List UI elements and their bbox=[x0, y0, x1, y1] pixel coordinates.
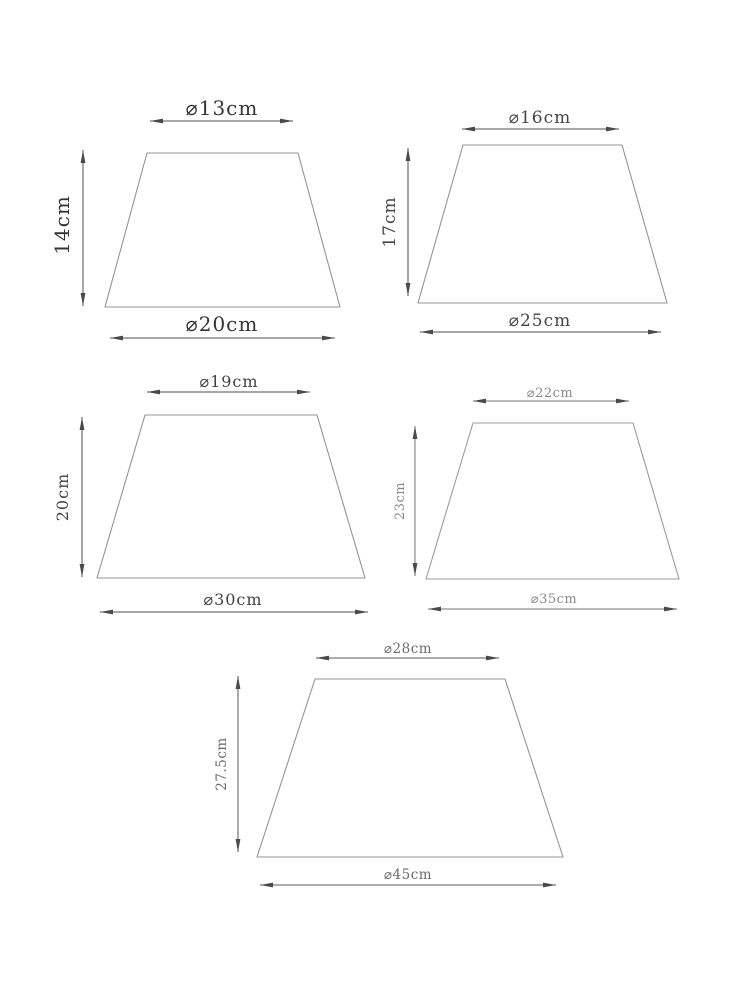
top-diameter-label: ⌀28cm bbox=[383, 641, 433, 657]
bottom-diameter-label: ⌀35cm bbox=[530, 592, 578, 607]
bottom-diameter-label: ⌀45cm bbox=[383, 867, 433, 883]
top-diameter-label: ⌀19cm bbox=[199, 372, 259, 391]
top-diameter-label: ⌀22cm bbox=[526, 386, 574, 401]
shade-diagram-2 bbox=[380, 108, 667, 332]
trapezoid-outline bbox=[257, 679, 563, 857]
height-label: 14cm bbox=[50, 195, 74, 255]
bottom-diameter-label: ⌀25cm bbox=[508, 311, 572, 331]
height-label: 27.5cm bbox=[214, 737, 230, 791]
height-label: 23cm bbox=[393, 481, 408, 521]
top-diameter-label: ⌀13cm bbox=[185, 96, 259, 120]
trapezoid-outline bbox=[105, 153, 340, 307]
shade-diagram-3 bbox=[53, 372, 368, 612]
shade-diagram-5 bbox=[214, 641, 563, 885]
shade-diagram-4 bbox=[393, 386, 679, 609]
shade-diagram-1 bbox=[50, 96, 340, 338]
trapezoid-outline bbox=[426, 423, 679, 579]
height-label: 17cm bbox=[380, 196, 400, 248]
top-diameter-label: ⌀16cm bbox=[508, 108, 572, 128]
trapezoid-outline bbox=[418, 145, 667, 303]
bottom-diameter-label: ⌀30cm bbox=[203, 590, 263, 609]
bottom-diameter-label: ⌀20cm bbox=[185, 312, 259, 336]
trapezoid-outline bbox=[97, 415, 365, 578]
height-label: 20cm bbox=[53, 472, 72, 522]
